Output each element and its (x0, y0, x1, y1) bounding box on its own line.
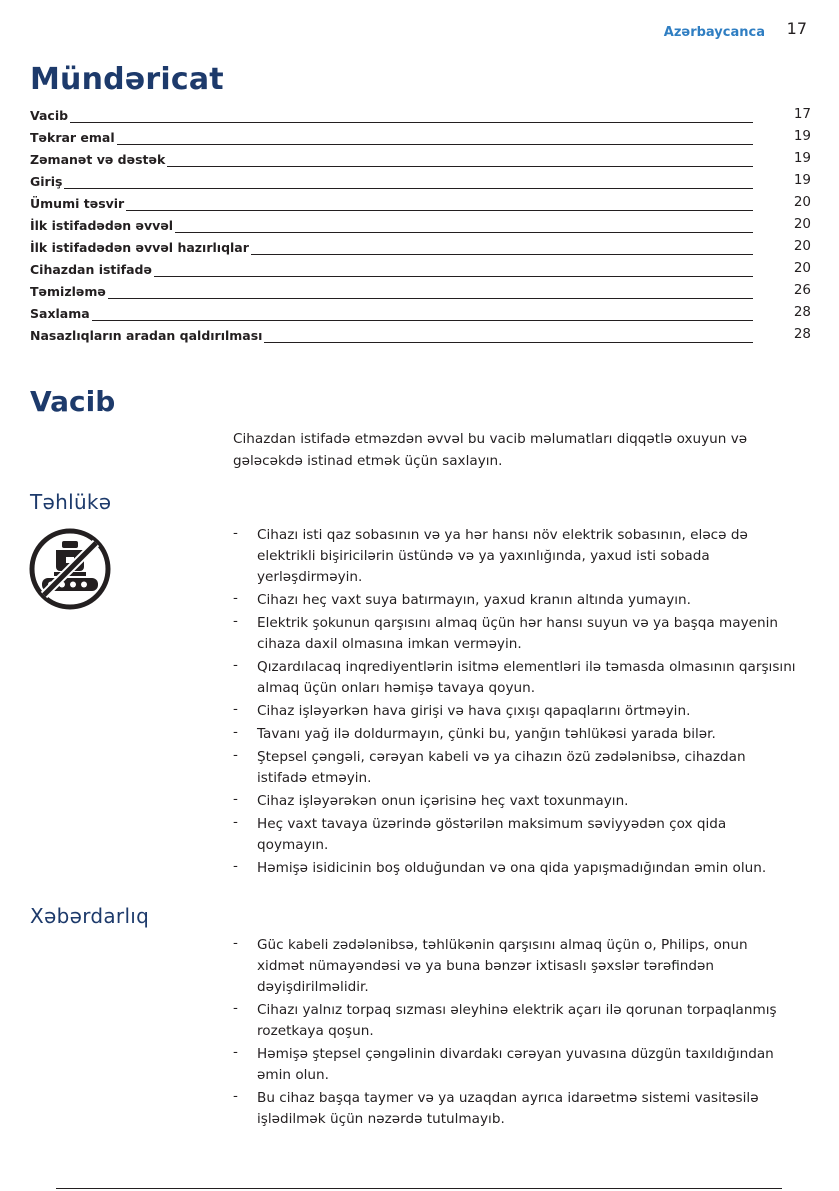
warning-item (233, 935, 799, 998)
important-heading: Vacib (30, 385, 116, 418)
danger-item-text: Ştepsel çəngəli, cərəyan kabeli və ya cihazın özü zədələnibsə, cihazdan istifadə etməyin. (257, 749, 746, 786)
toc-entry-page: 17 (793, 106, 811, 122)
important-intro: Cihazdan istifadə etməzdən əvvəl bu vacib məlumatları diqqətlə oxuyun və gələcəkdə istinad etmək üçün saxlayın. (233, 431, 748, 469)
bullet-dash: - (233, 814, 238, 830)
warning-item (233, 1044, 799, 1086)
bullet-dash: - (233, 657, 238, 673)
danger-item-text: Cihazı heç vaxt suya batırmayın, yaxud kranın altında yumayın. (257, 592, 691, 608)
bullet-dash: - (233, 525, 238, 541)
toc-entry[interactable] (30, 126, 811, 148)
toc-entry-label: İlk istifadədən əvvəl hazırlıqlar (30, 240, 249, 255)
warning-item-text: Bu cihaz başqa taymer və ya uzaqdan ayrıca idarəetmə sistemi vasitəsilə işlədilmək üçün nəzərdə tutulmayıb. (257, 1090, 759, 1127)
toc-entry-label: İlk istifadədən əvvəl (30, 218, 174, 233)
toc-entry-label: Təkrar emal (30, 130, 115, 145)
toc-entry[interactable] (30, 170, 811, 192)
bullet-dash: - (233, 590, 238, 606)
bullet-dash: - (233, 747, 238, 763)
danger-item (233, 814, 799, 856)
toc-entry-page: 20 (793, 194, 811, 210)
warning-item (233, 1000, 799, 1042)
toc-entry-label: Giriş (30, 174, 63, 189)
danger-item-text: Heç vaxt tavaya üzərində göstərilən maksimum səviyyədən çox qida qoymayın. (257, 816, 727, 853)
toc-entry[interactable] (30, 302, 811, 324)
danger-item-text: Cihaz işləyərəkən onun içərisinə heç vaxt toxunmayın. (257, 793, 629, 809)
header-language: Azərbaycanca (663, 25, 765, 40)
toc-entry-label: Nasazlıqların aradan qaldırılması (30, 328, 263, 343)
danger-item (233, 724, 799, 745)
danger-item-text: Cihaz işləyərkən hava girişi və hava çıxışı qapaqlarını örtməyin. (257, 703, 691, 719)
table-of-contents (30, 104, 811, 346)
danger-item (233, 590, 799, 611)
danger-item (233, 747, 799, 789)
toc-entry[interactable] (30, 192, 811, 214)
no-stove-icon (28, 527, 112, 611)
danger-item-text: Tavanı yağ ilə doldurmayın, çünki bu, yanğın təhlükəsi yarada bilər. (257, 726, 716, 742)
danger-item (233, 613, 799, 655)
bullet-dash: - (233, 613, 238, 629)
toc-entry-label: Cihazdan istifadə (30, 262, 152, 277)
warning-item (233, 1088, 799, 1130)
toc-entry[interactable] (30, 258, 811, 280)
toc-entry-page: 28 (793, 326, 811, 342)
bullet-dash: - (233, 935, 238, 951)
warning-item-text: Güc kabeli zədələnibsə, təhlükənin qarşısını almaq üçün o, Philips, onun xidmət nümayəndəsi və ya buna bənzər ixtisaslı şəxslər tərəfindən dəyişdirilməlidir. (257, 937, 748, 995)
toc-entry-label: Zəmanət və dəstək (30, 152, 166, 167)
toc-entry-page: 20 (793, 216, 811, 232)
warning-item-text: Cihazı yalnız torpaq sızması əleyhinə elektrik açarı ilə qorunan torpaqlanmış rozetkaya qoşun. (257, 1002, 777, 1039)
toc-entry[interactable] (30, 236, 811, 258)
danger-item (233, 858, 799, 879)
bullet-dash: - (233, 724, 238, 740)
danger-item-text: Elektrik şokunun qarşısını almaq üçün hər hansı suyun və ya başqa mayenin cihaza daxil olmasına imkan verməyin. (257, 615, 779, 652)
danger-item (233, 525, 799, 588)
footer-rule (56, 1188, 782, 1189)
toc-entry-page: 19 (793, 128, 811, 144)
danger-heading: Təhlükə (30, 490, 112, 514)
bullet-dash: - (233, 858, 238, 874)
toc-entry-label: Saxlama (30, 306, 90, 321)
toc-entry[interactable] (30, 324, 811, 346)
warning-item-text: Həmişə ştepsel çəngəlinin divardakı cərəyan yuvasına düzgün taxıldığından əmin olun. (257, 1046, 774, 1083)
toc-entry-page: 19 (793, 150, 811, 166)
danger-item (233, 657, 799, 699)
danger-item-text: Həmişə isidicinin boş olduğundan və ona qida yapışmadığından əmin olun. (257, 860, 767, 876)
bullet-dash: - (233, 701, 238, 717)
bullet-dash: - (233, 791, 238, 807)
warning-heading: Xəbərdarlıq (30, 904, 150, 928)
toc-entry-page: 20 (793, 238, 811, 254)
danger-item (233, 701, 799, 722)
warning-list (233, 935, 799, 1132)
bullet-dash: - (233, 1000, 238, 1016)
danger-item-text: Cihazı isti qaz sobasının və ya hər hansı növ elektrik sobasının, eləcə də elektrikli bişiricilərin üstündə və ya yaxınlığında, yaxud isti sobada yerləşdirməyin. (257, 527, 748, 585)
toc-entry-label: Vacib (30, 108, 69, 123)
danger-item-text: Qızardılacaq inqrediyentlərin isitmə elementləri ilə təmasda olmasının qarşısını almaq üçün onları həmişə tavaya qoyun. (257, 659, 796, 696)
toc-entry-label: Təmizləmə (30, 284, 106, 299)
toc-entry-page: 26 (793, 282, 811, 298)
header-page-number: 17 (786, 19, 807, 38)
toc-entry[interactable] (30, 148, 811, 170)
toc-entry-label: Ümumi təsvir (30, 196, 125, 211)
toc-entry-page: 20 (793, 260, 811, 276)
toc-entry-page: 28 (793, 304, 811, 320)
danger-list (233, 525, 799, 881)
toc-entry-page: 19 (793, 172, 811, 188)
bullet-dash: - (233, 1088, 238, 1104)
toc-entry[interactable] (30, 280, 811, 302)
bullet-dash: - (233, 1044, 238, 1060)
danger-item (233, 791, 799, 812)
toc-entry[interactable] (30, 104, 811, 126)
toc-title: Mündəricat (30, 62, 224, 97)
toc-entry[interactable] (30, 214, 811, 236)
